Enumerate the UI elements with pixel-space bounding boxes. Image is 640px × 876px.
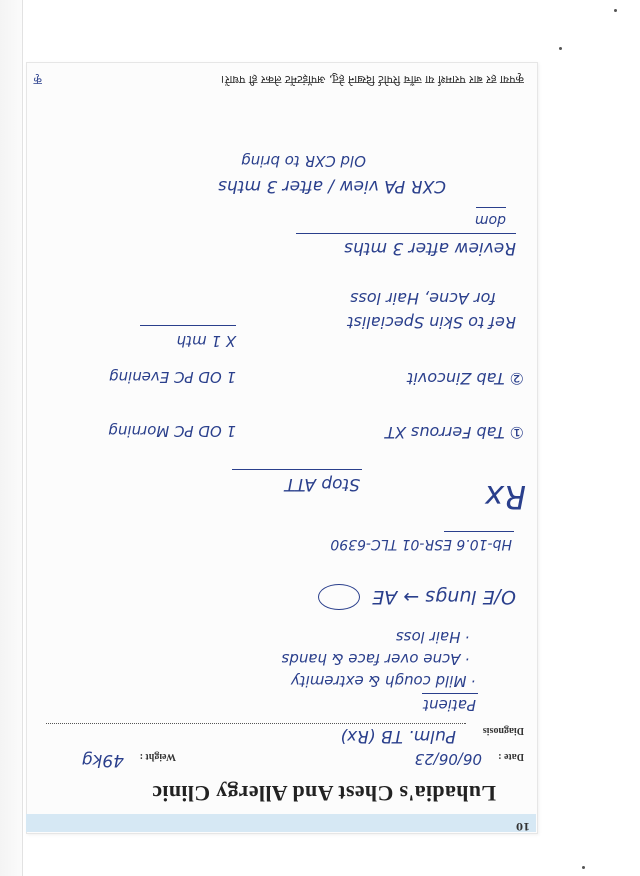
diagnosis-label: Diagnosis [482, 725, 524, 736]
stop-instruction: Stop ATT [284, 474, 360, 494]
xray-instruction: CXR PA view / after 3 mths [218, 176, 446, 196]
diagnosis-dotted-line [46, 723, 466, 724]
complaint-1: · Mild cough & extremity [290, 672, 476, 690]
diagnosis-value: Pulm. TB (Rx) [340, 726, 456, 746]
scan-speck [582, 866, 585, 869]
footer-mark: कृ [33, 74, 42, 87]
medicine-1-dose: 1 OD PC Morning [108, 422, 236, 440]
page-number: 10 [516, 820, 530, 831]
signature: dom [474, 212, 506, 228]
exam-finding: O/E lungs → AE [372, 586, 516, 608]
xray-note: Old CXR to bring [241, 152, 366, 170]
duration-underline [140, 325, 236, 326]
stop-underline [232, 469, 362, 470]
weight-value: 49kg [81, 750, 124, 770]
date-label: Date : [498, 751, 524, 762]
clinic-name: Luhadia's Chest And Allergy Clinic [152, 781, 496, 806]
header-band [26, 814, 536, 832]
referral-line-1: Ref to Skin Specialist [347, 313, 516, 332]
review-instruction: Review after 3 mths [344, 238, 516, 258]
exam-circle [318, 584, 360, 610]
referral-line-2: for Acne, Hair loss [350, 289, 496, 308]
duration: X 1 mth [176, 332, 236, 350]
weight-label: Weight : [139, 751, 176, 762]
medicine-2-dose: 1 OD PC Evening [108, 368, 236, 386]
scan-speck [559, 47, 562, 50]
lab-underline [444, 531, 514, 532]
medicine-2: ② Tab Zincovit [407, 369, 524, 388]
complaint-3: · Hair loss [395, 628, 470, 646]
heading-underline [422, 693, 478, 694]
prescription-form [26, 62, 536, 832]
date-value: 06/06/23 [414, 750, 482, 768]
footer-notice: कृपया हर बार परामर्श या जाँच रिपोर्ट दिखाने हेतु, अपॉइंटमेंट लेकर ही पधारें। [220, 73, 524, 86]
lab-values: Hb-10.6 ESR-01 TLC-6390 [330, 536, 512, 552]
medicine-1: ① Tab Ferrous XT [385, 423, 524, 442]
scan-speck [614, 9, 617, 12]
notes-heading: Patient [423, 696, 476, 714]
binding-edge [0, 0, 23, 876]
signature-underline [476, 207, 506, 208]
complaint-2: · Acne over face & hands [281, 650, 470, 668]
rx-symbol: Rx [484, 478, 526, 516]
review-underline [296, 233, 516, 234]
